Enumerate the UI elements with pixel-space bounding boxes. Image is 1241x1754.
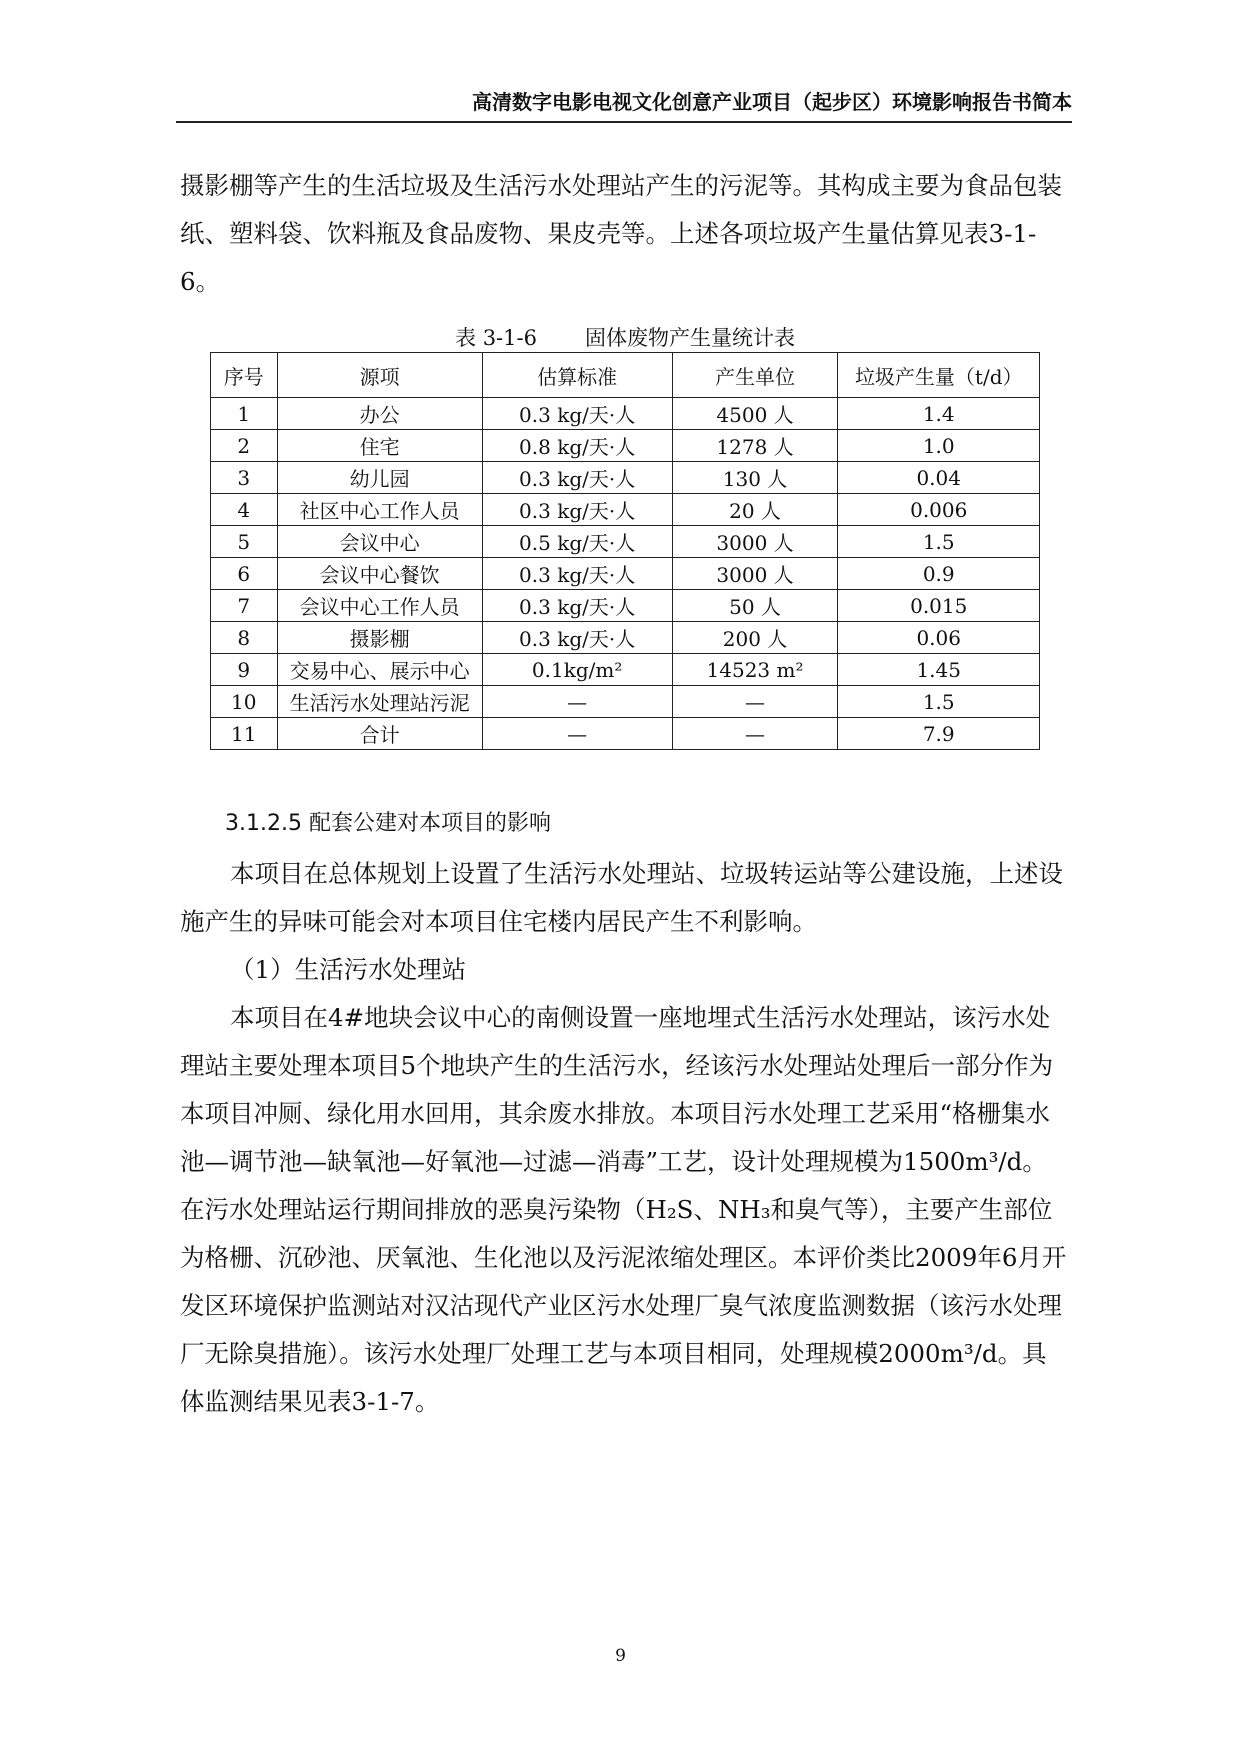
table-cell-standard: — xyxy=(482,686,672,718)
table-cell-amount: 0.015 xyxy=(838,590,1040,622)
table-cell-index: 7 xyxy=(211,590,278,622)
table-cell-standard: 0.3 kg/天·人 xyxy=(482,462,672,494)
table-row xyxy=(211,398,1040,430)
table-cell-unit: 14523 m² xyxy=(672,654,838,686)
table-cell-source: 住宅 xyxy=(277,430,482,462)
table-row xyxy=(211,654,1040,686)
table-cell-standard: 0.3 kg/天·人 xyxy=(482,398,672,430)
table-cell-amount: 1.4 xyxy=(838,398,1040,430)
table-cell-index: 9 xyxy=(211,654,278,686)
table-cell-unit: 130 人 xyxy=(672,462,838,494)
table-cell-unit: — xyxy=(672,686,838,718)
intro-paragraph: 摄影棚等产生的生活垃圾及生活污水处理站产生的污泥等。其构成主要为食品包装纸、塑料袋、饮料瓶及食品废物、果皮壳等。上述各项垃圾产生量估算见表3-1-6。 xyxy=(180,171,1062,296)
table-cell-standard: 0.3 kg/天·人 xyxy=(482,622,672,654)
table-cell-unit: 1278 人 xyxy=(672,430,838,462)
table-cell-index: 10 xyxy=(211,686,278,718)
paragraph-facilities: 本项目在总体规划上设置了生活污水处理站、垃圾转运站等公建设施，上述设施产生的异味可能会对本项目住宅楼内居民产生不利影响。 xyxy=(180,859,1063,936)
table-cell-source: 幼儿园 xyxy=(277,462,482,494)
table-row xyxy=(211,430,1040,462)
header-cell-amount: 垃圾产生量（t/d） xyxy=(838,353,1040,398)
table-row xyxy=(211,494,1040,526)
table-cell-index: 11 xyxy=(211,718,278,750)
table-cell-source: 社区中心工作人员 xyxy=(277,494,482,526)
page-header: 高清数字电影电视文化创意产业项目（起步区）环境影响报告书简本 xyxy=(176,86,1072,123)
table-row xyxy=(211,526,1040,558)
table-cell-standard: — xyxy=(482,718,672,750)
table-cell-amount: 1.45 xyxy=(838,654,1040,686)
table-cell-amount: 0.06 xyxy=(838,622,1040,654)
table-cell-index: 4 xyxy=(211,494,278,526)
table-row xyxy=(211,622,1040,654)
table-cell-source: 交易中心、展示中心 xyxy=(277,654,482,686)
table-cell-amount: 0.04 xyxy=(838,462,1040,494)
solid-waste-table xyxy=(210,352,1040,750)
section-heading: 3.1.2.5 配套公建对本项目的影响 xyxy=(225,811,551,836)
table-cell-standard: 0.8 kg/天·人 xyxy=(482,430,672,462)
table-caption xyxy=(200,322,1050,352)
table-cell-unit: 3000 人 xyxy=(672,558,838,590)
header-cell-source: 源项 xyxy=(277,353,482,398)
table-cell-amount: 0.006 xyxy=(838,494,1040,526)
table-cell-source: 会议中心 xyxy=(277,526,482,558)
table-row xyxy=(211,718,1040,750)
header-cell-standard: 估算标准 xyxy=(482,353,672,398)
table-row xyxy=(211,590,1040,622)
table-cell-standard: 0.1kg/m² xyxy=(482,654,672,686)
table-cell-standard: 0.3 kg/天·人 xyxy=(482,558,672,590)
table-cell-source: 合计 xyxy=(277,718,482,750)
table-cell-amount: 1.5 xyxy=(838,526,1040,558)
table-cell-standard: 0.3 kg/天·人 xyxy=(482,494,672,526)
table-cell-standard: 0.3 kg/天·人 xyxy=(482,590,672,622)
table-cell-source: 会议中心餐饮 xyxy=(277,558,482,590)
table-cell-standard: 0.5 kg/天·人 xyxy=(482,526,672,558)
table-cell-amount: 1.0 xyxy=(838,430,1040,462)
subheading-sewage-station: （1）生活污水处理站 xyxy=(230,955,467,984)
table-row xyxy=(211,686,1040,718)
table-cell-unit: 50 人 xyxy=(672,590,838,622)
table-cell-unit: — xyxy=(672,718,838,750)
paragraph-sewage-station: 本项目在4#地块会议中心的南侧设置一座地埋式生活污水处理站，该污水处理站主要处理本项目5个地块产生的生活污水，经该污水处理站处理后一部分作为本项目冲厕、绿化用水回用，其余废水排放。本项目污水处理工艺采用“格栅集水池—调节池—缺氧池—好氧池—过滤—消毒”工艺，设计处理规模为1500m³/d。在污水处理站运行期间排放的恶臭污染物（H₂S、NH₃和臭气等），主要产生部位为格栅、沉砂池、厌氧池、生化池以及污泥浓缩处理区。本评价类比2009年6月开发区环境保护监测站对汉沽现代产业区污水处理厂臭气浓度监测数据（该污水处理厂无除臭措施）。该污水处理厂处理工艺与本项目相同，处理规模2000m³/d。具体监测结果见表3-1-7。 xyxy=(180,1003,1067,1416)
table-title: 固体废物产生量统计表 xyxy=(584,326,795,350)
header-cell-index: 序号 xyxy=(211,353,278,398)
page-number: 9 xyxy=(615,1646,626,1666)
table-cell-source: 办公 xyxy=(277,398,482,430)
section-body xyxy=(180,850,1070,1426)
table-cell-source: 摄影棚 xyxy=(277,622,482,654)
table-row xyxy=(211,462,1040,494)
table-header-row xyxy=(211,353,1040,398)
table-cell-amount: 0.9 xyxy=(838,558,1040,590)
table-cell-unit: 4500 人 xyxy=(672,398,838,430)
table-cell-source: 会议中心工作人员 xyxy=(277,590,482,622)
table-cell-index: 6 xyxy=(211,558,278,590)
table-cell-unit: 3000 人 xyxy=(672,526,838,558)
table-cell-unit: 20 人 xyxy=(672,494,838,526)
table-cell-index: 2 xyxy=(211,430,278,462)
table-cell-index: 5 xyxy=(211,526,278,558)
table-cell-index: 8 xyxy=(211,622,278,654)
header-cell-unit: 产生单位 xyxy=(672,353,838,398)
table-cell-index: 3 xyxy=(211,462,278,494)
table-cell-unit: 200 人 xyxy=(672,622,838,654)
table-number: 表 3-1-6 xyxy=(455,326,537,350)
table-cell-amount: 1.5 xyxy=(838,686,1040,718)
table-row xyxy=(211,558,1040,590)
table-cell-amount: 7.9 xyxy=(838,718,1040,750)
table-cell-source: 生活污水处理站污泥 xyxy=(277,686,482,718)
table-cell-index: 1 xyxy=(211,398,278,430)
